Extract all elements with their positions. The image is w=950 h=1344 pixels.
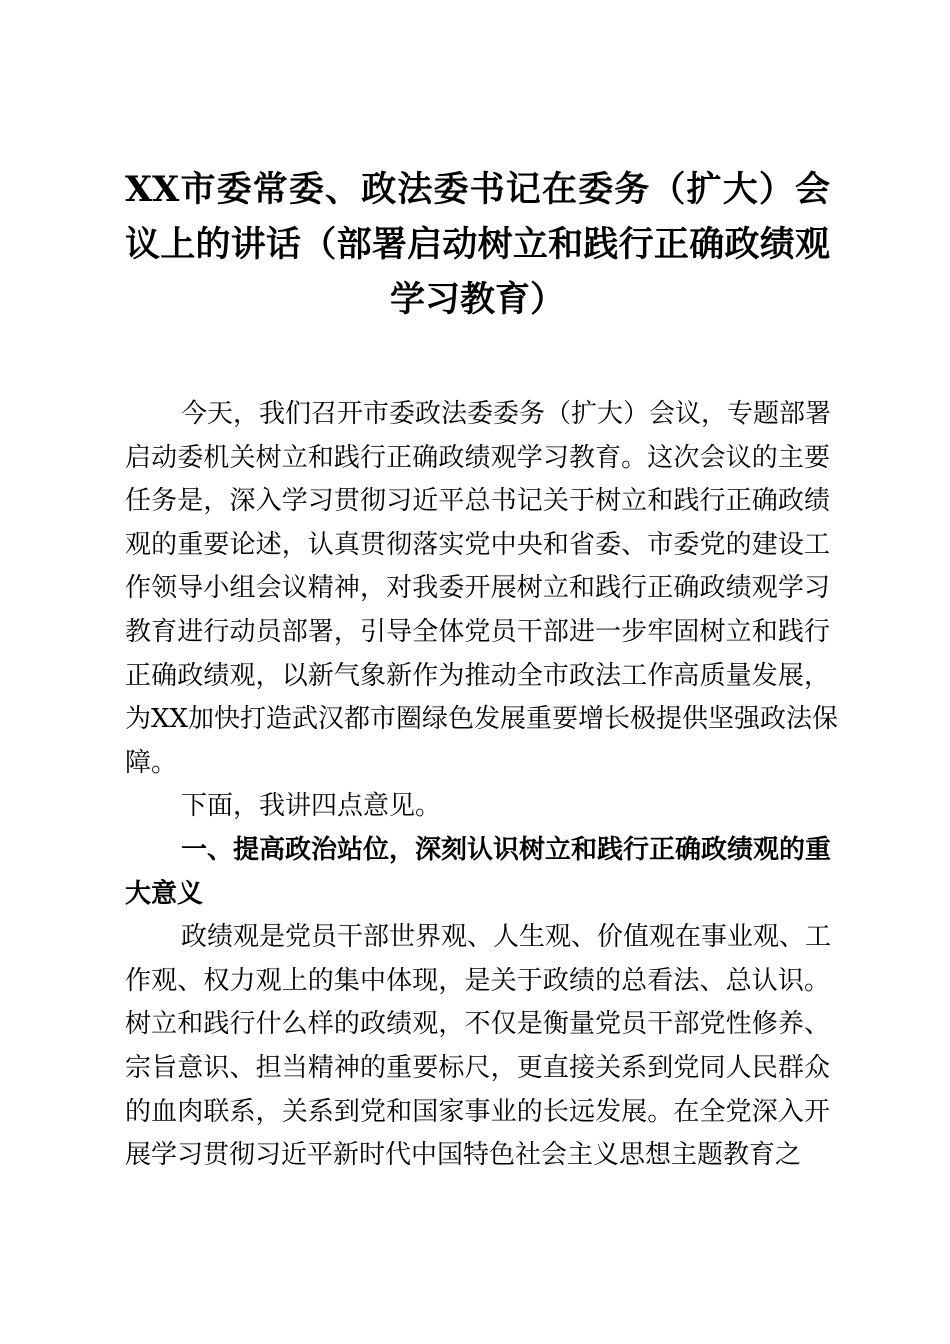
paragraph-line: 的血肉联系，关系到党和国家事业的长远发展。在全党深入开 (125, 1096, 830, 1127)
title-line: 学习教育） (389, 279, 565, 320)
section-heading-line: 一、提高政治站位，深刻认识树立和践行正确政绩观的重 (181, 834, 832, 865)
paragraph-line: 树立和践行什么样的政绩观，不仅是衡量党员干部党性修养、 (125, 1009, 830, 1040)
title-line: 议上的讲话（部署启动树立和践行正确政绩观 (125, 224, 830, 265)
paragraph-line: 宗旨意识、担当精神的重要标尺，更直接关系到党同人民群众 (125, 1052, 830, 1083)
paragraph-line: 展学习贯彻习近平新时代中国特色社会主义思想主题教育之 (125, 1140, 802, 1171)
paragraph-line: 下面，我讲四点意见。 (181, 791, 442, 822)
paragraph-line: 教育进行动员部署，引导全体党员干部进一步牢固树立和践行 (125, 616, 830, 647)
paragraph-line: 为XX加快打造武汉都市圈绿色发展重要增长极提供坚强政法保 (125, 704, 839, 735)
document-body (125, 393, 839, 1178)
title-line: XX市委常委、政法委书记在委务（扩大）会 (125, 169, 830, 210)
paragraph-line: 今天，我们召开市委政法委委务（扩大）会议，专题部署 (181, 399, 832, 429)
paragraph-line: 障。 (125, 747, 178, 778)
paragraph-line: 作领导小组会议精神，对我委开展树立和践行正确政绩观学习 (125, 573, 830, 604)
paragraph-line: 正确政绩观，以新气象新作为推动全市政法工作高质量发展， (125, 660, 830, 691)
paragraph-line: 启动委机关树立和践行正确政绩观学习教育。这次会议的主要 (125, 442, 830, 473)
paragraph-line: 任务是，深入学习贯彻习近平总书记关于树立和践行正确政绩 (125, 486, 830, 517)
document-title (125, 162, 830, 327)
section-heading-line: 大意义 (125, 878, 204, 909)
paragraph-line: 作观、权力观上的集中体现，是关于政绩的总看法、总认识。 (125, 965, 830, 996)
paragraph-line: 政绩观是党员干部世界观、人生观、价值观在事业观、工 (181, 922, 832, 953)
paragraph-line: 观的重要论述，认真贯彻落实党中央和省委、市委党的建设工 (125, 529, 830, 560)
